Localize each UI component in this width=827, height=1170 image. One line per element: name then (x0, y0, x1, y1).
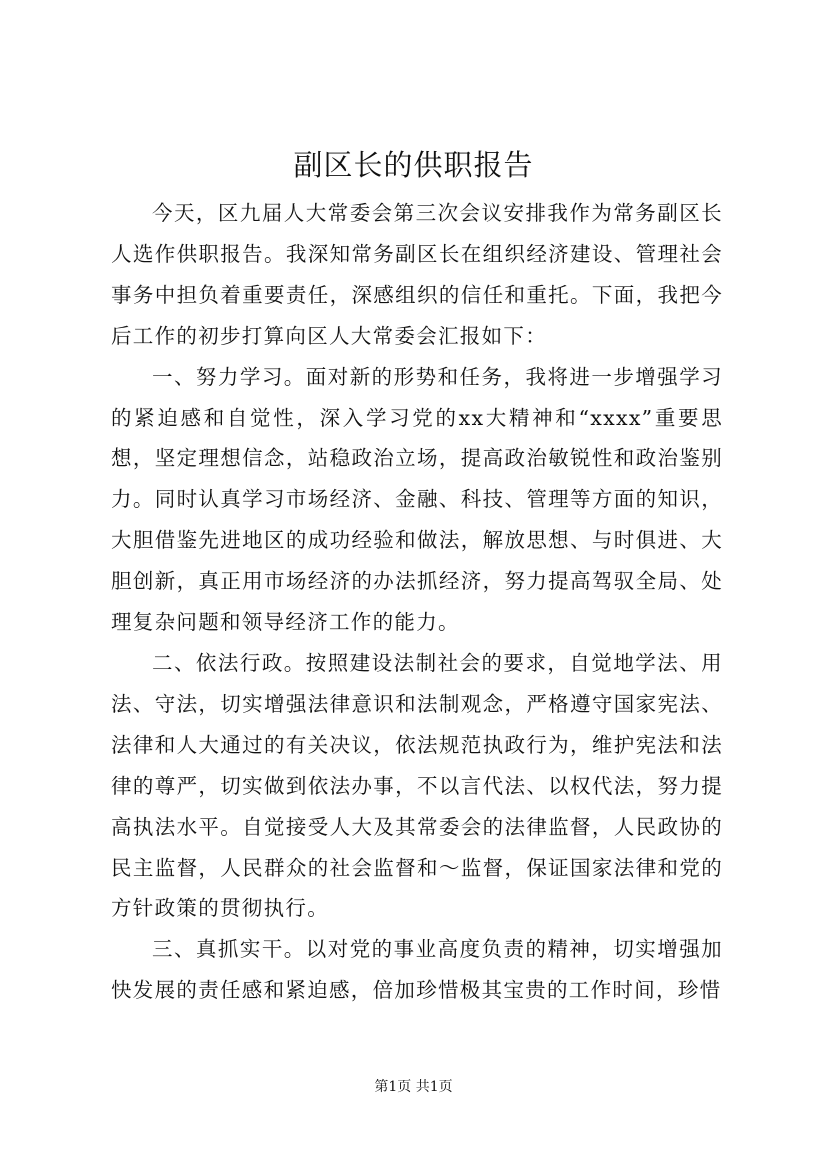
paragraph-study: 一、努力学习。面对新的形势和任务，我将进一步增强学习的紧迫感和自觉性，深入学习党的xx大精神和“xxxx”重要思想，坚定理想信念，站稳政治立场，提高政治敏锐性和政治鉴别力。同时认真学习市场经济、金融、科技、管理等方面的知识，大胆借鉴先进地区的成功经验和做法，解放思想、与时俱进、大胆创新，真正用市场经济的办法抓经济，努力提高驾驭全局、处理复杂问题和领导经济工作的能力。 (111, 364, 723, 635)
document-title: 副区长的供职报告 (293, 148, 534, 182)
paragraph-law: 二、依法行政。按照建设法制社会的要求，自觉地学法、用法、守法，切实增强法律意识和法制观念，严格遵守国家宪法、法律和人大通过的有关决议，依法规范执政行为，维护宪法和法律的尊严，切实做到依法办事，不以言代法、以权代法，努力提高执法水平。自觉接受人大及其常委会的法律监督，人民政协的民主监督，人民群众的社会监督和～监督，保证国家法律和党的方针政策的贯彻执行。 (111, 650, 723, 921)
document-body (111, 193, 723, 1011)
paragraph-work: 三、真抓实干。以对党的事业高度负责的精神，切实增强加快发展的责任感和紧迫感，倍加珍惜极其宝贵的工作时间，珍惜 (111, 937, 723, 1003)
paragraph-intro: 今天，区九届人大常委会第三次会议安排我作为常务副区长人选作供职报告。我深知常务副区长在组织经济建设、管理社会事务中担负着重要责任，深感组织的信任和重托。下面，我把今后工作的初步打算向区人大常委会汇报如下： (111, 201, 723, 348)
page-footer: 第1页 共1页 (374, 1079, 453, 1095)
